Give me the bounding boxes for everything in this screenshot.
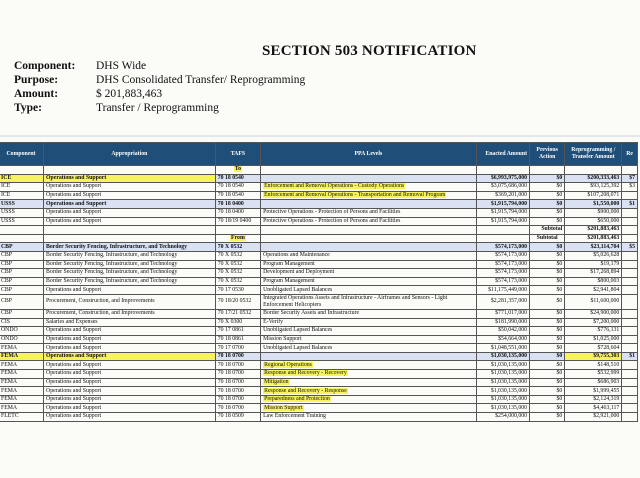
header-appropriation: Appropriation	[44, 143, 216, 166]
table-cell	[622, 413, 638, 422]
table-cell: 70 18 0700	[215, 387, 260, 396]
table-cell: Protective Operations - Protection of Persons and Facilities	[261, 217, 477, 226]
table-cell: $17,268,894	[565, 269, 622, 278]
table-cell: Border Security Assets and Infrastructure	[261, 309, 477, 318]
table-cell: 70 17 0530	[215, 286, 260, 295]
spacer-cell	[530, 166, 565, 175]
table-cell: $0	[530, 174, 565, 183]
summary-row	[14, 73, 305, 87]
table-cell	[622, 286, 638, 295]
table-cell: Law Enforcement Training	[261, 413, 477, 422]
table-cell: $574,173,000	[476, 260, 529, 269]
table-cell: Operations and Support	[44, 217, 216, 226]
table-cell: $0	[530, 387, 565, 396]
table-cell: FEMA	[0, 378, 44, 387]
table-row	[0, 318, 638, 327]
table-cell: $0	[530, 200, 565, 209]
table-row	[0, 404, 638, 413]
table-cell: Border Security Fencing, Infrastructure, and Technology	[44, 251, 216, 260]
header-component: Component	[0, 143, 44, 166]
spacer-cell	[215, 234, 260, 243]
table-cell	[622, 191, 638, 200]
table-cell	[622, 294, 638, 309]
highlighted-text: Regional Operations	[264, 361, 312, 368]
table-cell: $1,030,135,000	[476, 361, 529, 370]
table-cell: Operations and Support	[44, 395, 216, 404]
to-label: To	[234, 166, 242, 173]
table-cell: $1,030,135,000	[476, 387, 529, 396]
table-cell: $0	[530, 260, 565, 269]
table-cell: $2,941,804	[565, 286, 622, 295]
table-cell: $23,114,704	[565, 243, 622, 252]
table-cell: $0	[530, 344, 565, 353]
table-cell: Operations and Support	[44, 183, 216, 192]
table-cell	[261, 370, 477, 379]
header-previous: Previous Action	[530, 143, 565, 166]
table-cell: Operations and Support	[44, 413, 216, 422]
table-cell	[261, 243, 477, 252]
table-cell: USSS	[0, 208, 44, 217]
spacer-cell	[622, 166, 638, 175]
table-cell: $93,125,392	[565, 183, 622, 192]
table-cell: $6,993,975,000	[476, 174, 529, 183]
table-cell	[476, 226, 529, 235]
table-cell: 70 17 0700	[215, 344, 260, 353]
spacer-cell: Subtotal	[530, 234, 565, 243]
table-cell: 70 18 0700	[215, 361, 260, 370]
table-cell: $50,042,000	[476, 327, 529, 336]
table-cell: Border Security Fencing, Infrastructure, and Technology	[44, 277, 216, 286]
highlighted-text: Enforcement and Removal Operations - Custody Operations	[264, 183, 405, 190]
header-extra: Re	[622, 143, 638, 166]
table-cell	[44, 226, 216, 235]
table-row	[0, 335, 638, 344]
table-cell: Program Management	[261, 260, 477, 269]
table-row	[0, 361, 638, 370]
table-cell: Operations and Support	[44, 370, 216, 379]
table-cell: $1	[622, 352, 638, 361]
table-cell	[622, 309, 638, 318]
table-cell: CIS	[0, 318, 44, 327]
table-cell	[622, 226, 638, 235]
table-row	[0, 395, 638, 404]
table-cell	[622, 361, 638, 370]
table-cell: 70 X 0300	[215, 318, 260, 327]
table-cell: $574,173,000	[476, 243, 529, 252]
table-row	[0, 294, 638, 309]
table-cell: USSS	[0, 200, 44, 209]
table-row	[0, 344, 638, 353]
table-cell: Operations and Support	[44, 344, 216, 353]
table-cell: $0	[530, 269, 565, 278]
table-cell: CBP	[0, 294, 44, 309]
table-row	[0, 286, 638, 295]
table-cell: $0	[530, 243, 565, 252]
table-row	[0, 208, 638, 217]
table-cell	[622, 208, 638, 217]
table-cell: $0	[530, 361, 565, 370]
table-cell: Operations and Maintenance	[261, 251, 477, 260]
table-cell: Development and Deployment	[261, 269, 477, 278]
table-cell: $0	[530, 286, 565, 295]
table-cell	[215, 226, 260, 235]
highlighted-text: Mitigation	[264, 378, 289, 385]
table-cell: CBP	[0, 309, 44, 318]
table-cell	[622, 387, 638, 396]
table-cell: $1,048,551,000	[476, 344, 529, 353]
table-cell: 70 X 0532	[215, 269, 260, 278]
table-cell: E-Verify	[261, 318, 477, 327]
amount-value: $ 201,883,463	[96, 88, 163, 100]
spacer-cell	[261, 166, 477, 175]
table-row	[0, 352, 638, 361]
table-row	[0, 309, 638, 318]
table-cell: $0	[530, 327, 565, 336]
spacer-cell: $201,883,463	[565, 234, 622, 243]
table-cell: $369,201,000	[476, 191, 529, 200]
table-cell: 70 18 0400	[215, 200, 260, 209]
table-cell: $532,999	[565, 370, 622, 379]
summary-row	[14, 59, 305, 73]
from-label-row	[0, 234, 638, 243]
table-cell: $1,025,000	[565, 335, 622, 344]
table-cell: $0	[530, 251, 565, 260]
table-cell: $11,600,000	[565, 294, 622, 309]
table-row	[0, 243, 638, 252]
table-cell: $574,173,000	[476, 251, 529, 260]
table-cell: Unobligated Lapsed Balances	[261, 327, 477, 336]
table-cell: $0	[530, 370, 565, 379]
table-cell	[622, 404, 638, 413]
table-cell	[622, 327, 638, 336]
table-cell: ONDO	[0, 335, 44, 344]
table-cell	[261, 404, 477, 413]
table-cell: CBP	[0, 269, 44, 278]
table-cell: $0	[530, 277, 565, 286]
table-cell: USSS	[0, 217, 44, 226]
highlighted-text: Response and Recovery - Recovery	[264, 370, 347, 377]
table-cell: $2,124,319	[565, 395, 622, 404]
table-cell: $0	[530, 183, 565, 192]
transfer-table	[0, 142, 638, 422]
table-cell: $19,179	[565, 260, 622, 269]
component-label: Component:	[14, 60, 76, 72]
table-cell: $1,915,794,000	[476, 200, 529, 209]
table-cell: $5	[622, 243, 638, 252]
table-cell: CBP	[0, 286, 44, 295]
table-cell: CBP	[0, 260, 44, 269]
table-cell: $574,173,000	[476, 269, 529, 278]
table-cell: $686,903	[565, 378, 622, 387]
table-cell	[622, 344, 638, 353]
table-cell: Operations and Support	[44, 361, 216, 370]
spacer-cell	[0, 166, 44, 175]
table-cell: 70 18 0700	[215, 352, 260, 361]
table-cell: Operations and Support	[44, 387, 216, 396]
table-cell: $11,175,449,000	[476, 286, 529, 295]
table-cell: Program Management	[261, 277, 477, 286]
table-cell: $0	[530, 413, 565, 422]
table-cell: $900,000	[565, 208, 622, 217]
table-cell	[261, 352, 477, 361]
table-cell: $7,200,000	[565, 318, 622, 327]
table-row	[0, 200, 638, 209]
table-cell	[622, 217, 638, 226]
table-cell: Protective Operations - Protection of Persons and Facilities	[261, 208, 477, 217]
type-label: Type:	[14, 102, 42, 114]
summary-block	[14, 59, 305, 115]
table-cell: 70 X 0532	[215, 243, 260, 252]
table-cell: FEMA	[0, 352, 44, 361]
table-cell: $1,915,794,000	[476, 208, 529, 217]
table-cell: 70 17 0861	[215, 327, 260, 336]
table-cell: 70 18 0700	[215, 395, 260, 404]
header-tafs: TAFS	[215, 143, 260, 166]
table-cell: $0	[530, 191, 565, 200]
table-cell: $0	[530, 208, 565, 217]
table-row	[0, 413, 638, 422]
table-cell: $9,755,303	[565, 352, 622, 361]
table-cell: $0	[530, 404, 565, 413]
table-cell: $24,900,000	[565, 309, 622, 318]
table-cell: $1,915,794,000	[476, 217, 529, 226]
to-label-row	[0, 166, 638, 175]
table-cell: $1,030,135,000	[476, 378, 529, 387]
table-cell: Procurement, Construction, and Improvements	[44, 309, 216, 318]
table-cell: Operations and Support	[44, 335, 216, 344]
summary-row	[14, 101, 305, 115]
table-cell: ICE	[0, 183, 44, 192]
summary-row	[14, 87, 305, 101]
table-cell: $148,510	[565, 361, 622, 370]
highlighted-text: Preparedness and Protection	[264, 396, 330, 403]
table-cell: Operations and Support	[44, 200, 216, 209]
table-cell	[622, 269, 638, 278]
table-cell	[261, 200, 477, 209]
table-cell: FEMA	[0, 404, 44, 413]
table-cell: $0	[530, 335, 565, 344]
table-cell: $107,208,071	[565, 191, 622, 200]
table-cell: CBP	[0, 277, 44, 286]
table-cell	[261, 378, 477, 387]
table-row	[0, 327, 638, 336]
highlighted-text: Enforcement and Removal Operations - Transportation and Removal Program	[264, 192, 446, 199]
table-cell: $574,173,000	[476, 277, 529, 286]
table-cell: CBP	[0, 243, 44, 252]
table-cell	[622, 378, 638, 387]
table-cell: $0	[530, 294, 565, 309]
table-cell: $201,883,463	[565, 226, 622, 235]
divider	[0, 135, 640, 137]
table-cell: Subtotal	[530, 226, 565, 235]
table-cell: 70 18 0861	[215, 335, 260, 344]
table-cell: $54,664,000	[476, 335, 529, 344]
table-cell: Operations and Support	[44, 174, 216, 183]
table-cell: 70 18 0540	[215, 183, 260, 192]
table-cell: FLETC	[0, 413, 44, 422]
table-row	[0, 387, 638, 396]
page-title: SECTION 503 NOTIFICATION	[262, 43, 477, 59]
purpose-value: DHS Consolidated Transfer/ Reprogramming	[96, 74, 306, 86]
table-cell: 70 18 0700	[215, 370, 260, 379]
table-cell: $254,000,000	[476, 413, 529, 422]
table-cell: $181,990,000	[476, 318, 529, 327]
table-cell: 70 18/20 0532	[215, 294, 260, 309]
table-cell: FEMA	[0, 395, 44, 404]
table-cell	[261, 191, 477, 200]
table-cell: $200,333,463	[565, 174, 622, 183]
table-row	[0, 277, 638, 286]
table-row	[0, 378, 638, 387]
table-cell: 70 18 0700	[215, 378, 260, 387]
table-cell: $0	[530, 318, 565, 327]
table-cell: 70 X 0532	[215, 251, 260, 260]
table-cell: ICE	[0, 174, 44, 183]
table-cell	[622, 251, 638, 260]
table-row	[0, 269, 638, 278]
table-cell: $776,131	[565, 327, 622, 336]
header-row	[0, 143, 638, 166]
table-cell	[622, 277, 638, 286]
table-cell: Border Security Fencing, Infrastructure, and Technology	[44, 269, 216, 278]
highlighted-text: Mission Support	[264, 404, 303, 411]
table-cell: $1,550,000	[565, 200, 622, 209]
table-cell: $3	[622, 183, 638, 192]
table-cell: FEMA	[0, 344, 44, 353]
table-cell	[622, 318, 638, 327]
spacer-cell	[261, 234, 477, 243]
table-cell: 70 18 0400	[215, 208, 260, 217]
table-cell: Border Security Fencing, Infrastructure, and Technology	[44, 243, 216, 252]
table-cell: Operations and Support	[44, 327, 216, 336]
table-cell: $771,017,000	[476, 309, 529, 318]
table-cell: ICE	[0, 191, 44, 200]
table-cell: FEMA	[0, 361, 44, 370]
header-ppa: PPA Levels	[261, 143, 477, 166]
table-cell: Integrated Operations Assets and Infrastructure - Airframes and Sensors - Light Enforcement Helicopters	[261, 294, 477, 309]
table-cell: Operations and Support	[44, 191, 216, 200]
table-cell: $800,003	[565, 277, 622, 286]
table-cell: $0	[530, 378, 565, 387]
table-cell: Operations and Support	[44, 352, 216, 361]
table-cell	[261, 174, 477, 183]
table-row	[0, 174, 638, 183]
spacer-cell	[476, 234, 529, 243]
table-cell: $3,075,686,000	[476, 183, 529, 192]
table-cell: $1,030,135,000	[476, 395, 529, 404]
spacer-cell	[44, 166, 216, 175]
amount-label: Amount:	[14, 88, 59, 100]
spacer-cell	[622, 234, 638, 243]
table-cell: 70 18 0700	[215, 404, 260, 413]
table-cell: Border Security Fencing, Infrastructure, and Technology	[44, 260, 216, 269]
table-cell: $2,281,357,000	[476, 294, 529, 309]
table-cell: FEMA	[0, 387, 44, 396]
table-cell	[261, 183, 477, 192]
table-cell: 70 18 0540	[215, 191, 260, 200]
table-cell: $5,026,628	[565, 251, 622, 260]
from-label: From	[231, 235, 245, 242]
table-row	[0, 260, 638, 269]
highlighted-text: Response and Recovery - Response	[264, 387, 347, 394]
spacer-cell	[565, 166, 622, 175]
table-cell: 70 17/21 0532	[215, 309, 260, 318]
table-cell: $0	[530, 217, 565, 226]
table-cell: $0	[530, 395, 565, 404]
table-row	[0, 183, 638, 192]
table-row	[0, 191, 638, 200]
table-cell	[0, 226, 44, 235]
table-cell: $1,999,455	[565, 387, 622, 396]
table-cell	[261, 226, 477, 235]
table-cell: Operations and Support	[44, 404, 216, 413]
table-cell: Mission Support	[261, 335, 477, 344]
table-cell	[261, 361, 477, 370]
table-row	[0, 217, 638, 226]
table-cell: $2,921,000	[565, 413, 622, 422]
table-cell	[622, 335, 638, 344]
table-cell: Procurement, Construction, and Improvements	[44, 294, 216, 309]
table-cell: $728,604	[565, 344, 622, 353]
table-cell: $0	[530, 352, 565, 361]
header-reprogramming: Reprogramming / Transfer Amount	[565, 143, 622, 166]
table-cell	[261, 395, 477, 404]
table-cell: Operations and Support	[44, 286, 216, 295]
table-cell: 70 18 0509	[215, 413, 260, 422]
purpose-label: Purpose:	[14, 74, 59, 86]
table-row	[0, 226, 638, 235]
table-cell: $0	[530, 309, 565, 318]
header-enacted: Enacted Amount	[476, 143, 529, 166]
table-row	[0, 370, 638, 379]
table-cell: $1,030,135,000	[476, 370, 529, 379]
spacer-cell	[44, 234, 216, 243]
table-cell	[622, 395, 638, 404]
table-cell: Unobligated Lapsed Balances	[261, 344, 477, 353]
spacer-cell	[476, 166, 529, 175]
table-cell: FEMA	[0, 370, 44, 379]
table-cell	[622, 260, 638, 269]
table-cell: $4,463,117	[565, 404, 622, 413]
table-cell: $1	[622, 200, 638, 209]
table-cell: Salaries and Expenses	[44, 318, 216, 327]
table-cell	[622, 370, 638, 379]
component-value: DHS Wide	[96, 60, 147, 72]
type-value: Transfer / Reprogramming	[96, 102, 219, 114]
table-cell: $7	[622, 174, 638, 183]
table-cell: 70 X 0532	[215, 277, 260, 286]
table-cell: CBP	[0, 251, 44, 260]
table-cell: Operations and Support	[44, 378, 216, 387]
table-cell: Operations and Support	[44, 208, 216, 217]
table-cell	[261, 387, 477, 396]
table-cell: $1,030,135,000	[476, 404, 529, 413]
table-cell: $1,030,135,000	[476, 352, 529, 361]
table-cell: 70 X 0532	[215, 260, 260, 269]
table-cell: $650,000	[565, 217, 622, 226]
table-cell: 70 18/19 0400	[215, 217, 260, 226]
table-cell: 70 18 0540	[215, 174, 260, 183]
table-body	[0, 143, 638, 422]
table-row	[0, 251, 638, 260]
spacer-cell	[0, 234, 44, 243]
table-cell: ONDO	[0, 327, 44, 336]
table-cell: Unobligated Lapsed Balances	[261, 286, 477, 295]
